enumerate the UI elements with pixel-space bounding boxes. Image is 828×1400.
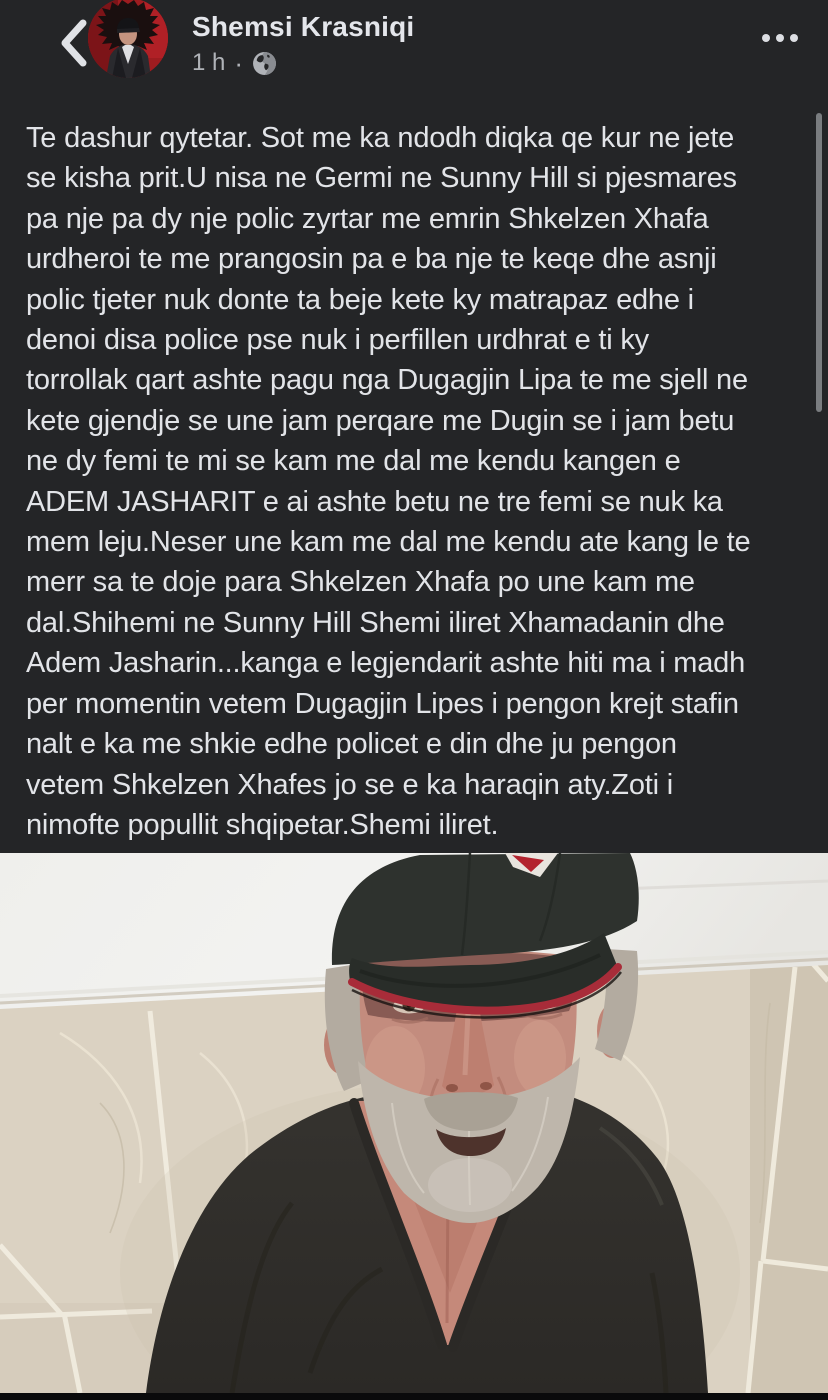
post-text-line: vetem Shkelzen Xhafes jo se e ka haraqin aty.Zoti i — [26, 768, 673, 801]
post-text-line: Te dashur qytetar. Sot me ka ndodh diqka qe kur ne jete — [26, 122, 735, 154]
post-text-line: torrollak qart ashte pagu nga Dugagjin Lipa te me sjell ne — [26, 364, 748, 397]
post-text-line: mem leju.Neser une kam me dal me kendu ate kang le te — [26, 526, 751, 559]
more-options-button[interactable] — [738, 22, 798, 54]
post-text-line: dal.Shihemi ne Sunny Hill Shemi iliret Xhamadanin dhe — [26, 606, 725, 639]
profile-name[interactable]: Shemsi Krasniqi — [192, 11, 415, 42]
post-text-line: nalt e ka me shkie edhe policet e din dhe ju pengon — [26, 728, 677, 761]
globe-icon — [252, 51, 277, 76]
post-header — [0, 0, 828, 100]
post-text-line: denoi disa police pse nuk i perfillen urdhrat e ti ky — [26, 324, 649, 357]
avatar-image — [88, 0, 168, 78]
post-text-line: Adem Jasharin...kanga e legjendarit ashte hiti ma i madh — [26, 647, 746, 680]
post-photo[interactable] — [0, 853, 828, 1393]
scrollbar-thumb[interactable] — [816, 113, 822, 412]
ellipsis-dot — [776, 34, 784, 42]
post-text-line: se kisha prit.U nisa ne Germi ne Sunny Hill si pjesmares — [26, 162, 737, 195]
post-text-line: kete gjendje se une jam perqare me Dugin se i jam betu — [26, 404, 735, 437]
chevron-left-icon — [59, 18, 89, 68]
bottom-strip — [0, 1393, 828, 1400]
photo-scene — [0, 853, 828, 1393]
post-text — [26, 118, 816, 845]
post-text-line: ADEM JASHARIT e ai ashte betu ne tre femi se nuk ka — [26, 485, 723, 518]
post-text-line: urdheroi te me prangosin pa e ba nje te keqe dhe asnji — [26, 243, 717, 276]
meta-separator: · — [234, 48, 244, 78]
ellipsis-dot — [790, 34, 798, 42]
post-meta — [192, 49, 277, 77]
profile-avatar[interactable] — [88, 0, 168, 78]
post-text-line: nimofte popullit shqipetar.Shemi iliret. — [26, 808, 499, 841]
post-text-line: merr sa te doje para Shkelzen Xhafa po une kam me — [26, 566, 695, 599]
post-text-line: per momentin vetem Dugagjin Lipes i pengon krejt stafin — [26, 687, 739, 720]
post-text-line: pa nje pa dy nje polic zyrtar me emrin Shkelzen Xhafa — [26, 202, 709, 235]
ellipsis-dot — [762, 34, 770, 42]
timestamp: 1 h — [192, 49, 226, 76]
post-text-line: ne dy femi te mi se kam me dal me kendu kangen e — [26, 445, 681, 478]
post-text-line: polic tjeter nuk donte ta beje kete ky matrapaz edhe i — [26, 283, 694, 316]
